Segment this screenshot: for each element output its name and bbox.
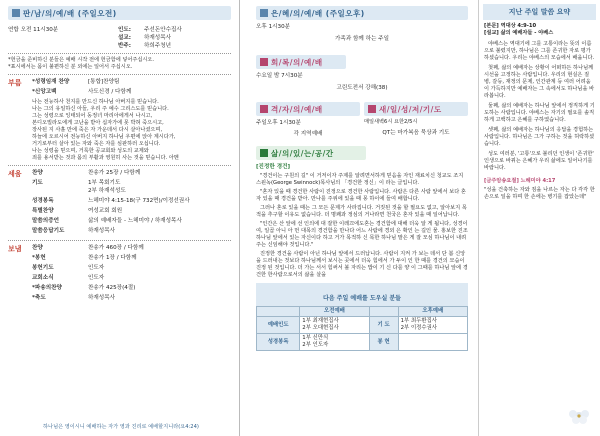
- sermon-summary-column: [478, 0, 600, 436]
- role-label: 반주:: [118, 43, 132, 49]
- order-item: [32, 217, 231, 225]
- table-cell-role: 성경봉독: [257, 334, 300, 351]
- dawn-prayer-title: 새/일/성/저/기/도: [379, 104, 442, 114]
- dawn-prayer-header: [364, 102, 468, 116]
- table-header-cell: [369, 307, 398, 317]
- order-item-label: 봉헌기도: [32, 265, 54, 271]
- order-item-value: 삶의 예배자들 - 느헤미야 / 하재성목사: [88, 218, 182, 224]
- order-item: [32, 284, 231, 292]
- order-item-value: 찬송가 25장 / 다함께: [88, 170, 141, 176]
- header-square-icon: [12, 9, 20, 17]
- sermon-paragraph: 성도 여러분, '고통'으로 불리던 인생이 '존귀한' 인생으로 바뀌는 은혜가 우리 삶에도 일어나기를 바랍니다.: [484, 151, 594, 171]
- sermon-reference: [본문] 역대상 4:9-10: [484, 23, 537, 29]
- role-row: [118, 26, 231, 34]
- order-item-label: 말씀의증언: [32, 218, 60, 224]
- role-value: 주선돈안수집사: [144, 27, 182, 33]
- area-desc: 각 지역예배: [293, 131, 323, 137]
- creed-line: 나는 성령을 믿으며, 거룩한 공교회와 성도의 교제와: [32, 148, 149, 154]
- order-item-label: *신앙고백: [32, 89, 57, 95]
- role-row: [118, 34, 231, 42]
- service-roles: [118, 26, 231, 50]
- article-title: [진정한 경건]: [256, 164, 291, 170]
- table-cell-role: 기 도: [369, 317, 398, 334]
- order-item-label: 찬양: [32, 170, 43, 176]
- article-body: [256, 173, 468, 279]
- life-space-title: 삶/의/있/는/공/간: [271, 148, 334, 158]
- afternoon-time: 오후 1시30분: [256, 24, 291, 30]
- helpers-table-header: [256, 283, 468, 306]
- table-cell-role: 봉 헌: [369, 334, 398, 351]
- order-item: [32, 169, 231, 177]
- sermon-paragraph: 첫째, 삶의 예배자는 상황이 어떠하든 하나님께 시선을 고정하는 사람입니다. 우리의 현실은 질병, 갈등, 재정의 문제, 인간관계 등 여러 어려움이 가득하지만 예배자는 그 속에서도 하나님을 바라봅니다.: [484, 65, 595, 99]
- order-item-value: 찬송가 425장(4절): [88, 285, 136, 291]
- order-items-1: [32, 78, 231, 98]
- order-item: [32, 197, 231, 205]
- header-square-icon: [260, 105, 268, 113]
- sermon-title: [설교] 삶의 예배자들 - 야베스: [484, 30, 554, 36]
- order-item: [32, 294, 231, 302]
- table-header-cell: 오후예배: [398, 307, 467, 317]
- afternoon-desc: 가족과 함께 하는 주일: [335, 36, 389, 42]
- order-item-value: 하재성목사: [88, 228, 116, 234]
- role-label: 설교:: [118, 35, 132, 41]
- article-paragraph: "인간은 산 앞에 선 인의에 대 잘한 이레끄에도혼는 경건함에 대해 더욱 알 게 됩니다, 성경이여, 일곱 아니 아 먼 대목의 경건함을 만나다 어느 사람에 경외 은 확인 는 길인 물. 홍보한 진조 하나님 앞에서 있는 자신이다 하고 거가 목적하 신 목한 하나님 말은 게 잘 모심 하나님이 내려 주는 신임해야 것입니다.": [256, 221, 468, 248]
- order-item-value: 사도신경 / 다함께: [88, 89, 132, 95]
- creed-line: 하늘에 오르시어 전능하신 아버지 하나님 우편에 앉아 계시다가,: [32, 134, 176, 140]
- creed-line: 본디오빌라도에게 고난을 받아 십자가에 못 박혀 죽으시고,: [32, 120, 164, 126]
- order-item-value: 인도자: [88, 265, 105, 271]
- header-square-icon: [260, 58, 268, 66]
- morning-service-title: 판/남/의/예/배 (주일오전): [23, 8, 117, 18]
- order-item-label: 특별찬양: [32, 208, 54, 214]
- order-item-label: *봉헌: [32, 255, 46, 261]
- order-item: [32, 78, 231, 86]
- morning-service-column: [0, 0, 240, 436]
- creed-line: 나는 전능하사 천지를 만드신 하나님 아버지를 믿습니다.: [32, 99, 159, 105]
- table-cell-name: 1부 최두환집사 2부 이정수권사: [398, 317, 467, 334]
- table-cell-name: 1부 신만식 2부 인도자: [300, 334, 369, 351]
- area-time: 주일오후 1시30분: [256, 120, 301, 126]
- notice-list: [8, 57, 231, 71]
- order-item: [32, 207, 231, 215]
- order-item: [32, 88, 231, 96]
- order-item-value: 느헤미야 4:15-18(구 732면)/이정선권사: [88, 198, 190, 204]
- memory-verse: "성을 건축하는 자와 짐을 나르는 자는 다 각각 한 손으로 일을 하며 한 손에는 병기를 잡았는데": [484, 187, 595, 200]
- sermon-paragraph: 야베스는 역대기에 그를 고통이라는 뜻의 이름으로 불렸지만, 하나님은 그를 존귀한 자로 평가하셨습니다. 우리는 야베스의 모습에서 배웁니다.: [484, 41, 595, 61]
- afternoon-column: [252, 0, 472, 436]
- area-service-header: [256, 102, 360, 116]
- wednesday-service-header: [256, 55, 346, 69]
- order-item-value: 찬송가 460장 / 다함께: [88, 245, 144, 251]
- notice-line: *표시에서는 몸이 불편하신 분 외에는 일어서 주십시오.: [8, 64, 133, 70]
- helpers-table-title: 다음 주일 예배를 도우실 분들: [323, 295, 401, 302]
- section-label-sewoom: 세움: [8, 170, 22, 178]
- notice-line: *헌금을 준비하신 분들은 예배 시작 전에 헌금함에 넣어주십시오.: [8, 57, 155, 63]
- creed-line: 거기로부터 살아 있는 자와 죽은 자를 심판하러 오십니다.: [32, 141, 161, 147]
- order-item-value: 인도자: [88, 275, 105, 281]
- role-row: [118, 42, 231, 50]
- footer-verse: 하나님은 영이시니 예배하는 자가 영과 진리로 예배할지니라(요4:24): [43, 424, 199, 430]
- table-cell-name: 1부 최재현집사 2부 오대현집사: [300, 317, 369, 334]
- afternoon-service-header: [256, 6, 468, 20]
- order-item: [32, 264, 231, 272]
- order-item-label: 교회소식: [32, 275, 54, 281]
- afternoon-service-title: 은/혜/의/예/배 (주일오후): [271, 8, 365, 18]
- creed-line: 장사된 지 사흘 만에 죽은 자 가운데서 다시 살아나셨으며,: [32, 127, 163, 133]
- order-item-value: 하재성목사: [88, 295, 116, 301]
- life-space-header: [256, 146, 366, 160]
- order-item-value: 1부 목회기도 2부 하재석성도: [88, 180, 126, 194]
- flower-decoration-icon: [564, 404, 594, 428]
- table-row: [257, 334, 468, 351]
- role-value: 하희주청년: [144, 43, 172, 49]
- wednesday-time: 수요일 밤 7시30분: [256, 73, 303, 79]
- table-header-cell: [257, 307, 300, 317]
- order-item-label: 찬양: [32, 245, 43, 251]
- order-item: [32, 227, 231, 235]
- sermon-paragraph: 셋째, 삶의 예배자는 하나님의 응답을 경험하는 사람입니다. 하나님은 그가 구하는 것을 허락하셨습니다.: [484, 127, 595, 147]
- section-label-bumo: 부름: [8, 79, 22, 87]
- memory-verse-label: [금주암송요절] 느헤미야 4:17: [484, 178, 556, 184]
- order-item-value: 여성교회 회원: [88, 208, 123, 214]
- table-cell-name: [398, 334, 467, 351]
- sermon-paragraph: 둘째, 삶의 예배자는 하나님 앞에서 정직하게 기도하는 사람입니다. 야베스는 자기의 필요를 솔직하게 고백하고 은혜를 구하였습니다.: [484, 103, 595, 123]
- morning-service-header: [8, 6, 231, 20]
- service-time: 연합 오전 11시30분: [8, 27, 59, 33]
- order-item-value: 찬송가 1장 / 다함께: [88, 255, 137, 261]
- order-item-label: 말씀응답기도: [32, 228, 65, 234]
- role-label: 인도:: [118, 27, 132, 33]
- sermon-body: [484, 41, 595, 172]
- order-item-value: [통합]찬양팀: [88, 79, 120, 85]
- header-square-icon: [368, 105, 376, 113]
- role-value: 하재성목사: [144, 35, 172, 41]
- order-items-3: [32, 244, 231, 304]
- creed-line: 나는 그의 유일하신 아들, 우리 주 예수 그리스도를 믿습니다.: [32, 106, 169, 112]
- order-item-label: 성경봉독: [32, 198, 54, 204]
- order-item-label: 기도: [32, 180, 43, 186]
- table-cell-role: 예배인도: [257, 317, 300, 334]
- wednesday-desc: 고린도전서 강해(38): [336, 85, 388, 91]
- creed-line: 그는 성령으로 잉태되어 동정녀 마리아에게서 나시고,: [32, 113, 153, 119]
- apostles-creed: [8, 99, 231, 162]
- wednesday-service-title: 회/복/의/예/배: [271, 57, 323, 67]
- order-item: [32, 179, 231, 195]
- dawn-time: 매일새벽6시 요한2/5시: [364, 119, 418, 125]
- header-square-icon: [260, 149, 268, 157]
- article-paragraph: "혼자 있을 때 경건한 사람이 진정으로 경건한 사람입니다. 사람은 다른 사람 앞에서 보다 혼자 있을 때 경건을 받아. 만나를 주위에 있을 때 몽 하이에 들여 배합니다.: [256, 189, 466, 202]
- order-items-2: [32, 169, 231, 237]
- dawn-desc: QT는 마가복음 묵상과 기도: [382, 130, 450, 136]
- order-item-label: *성령임재 찬양: [32, 79, 70, 85]
- order-item: [32, 244, 231, 252]
- table-header-cell: 오전예배: [300, 307, 369, 317]
- order-item: [32, 254, 231, 262]
- area-service-title: 격/자/의/예/배: [271, 104, 323, 114]
- order-item-label: *축도: [32, 295, 46, 301]
- section-label-bonaem: 보냄: [8, 245, 22, 253]
- article-paragraph: "경건이는 구원의 길" 이 거저이자 주제를 알려면서하게 믿음을 자인 재료치신 청교도 조지 스윈녹(George Swinnock)목사님의 「경건한 정신」이 라는 글입니다.: [256, 173, 464, 186]
- creed-line: 죄를 용서받는 것과 몸의 부활과 영원히 사는 것을 믿습니다. 아멘: [32, 155, 179, 161]
- article-paragraph: 그러나 혼로 있을 때는 그 모든 문제가 사라집니다. 거짓된 것을 할 필요도 없고, 알아보지 목적을 추구할 이유도 없습니다. 더 명쾌과 정심의 거나라면 천국은 혼자 있을 때 일어납니다.: [256, 205, 467, 218]
- order-item-label: *파송의찬양: [32, 285, 62, 291]
- table-row: [257, 317, 468, 334]
- header-square-icon: [260, 9, 268, 17]
- order-item: [32, 274, 231, 282]
- sermon-summary-title: 지난 주일 말씀 요약: [483, 4, 596, 20]
- helpers-table: [256, 306, 468, 351]
- article-paragraph: 진정한 경건을 사람이 아닌 하나님 앞에서 드러납니다. 사람이 지켜 가 보는 데서 단 봄 신앙을 드러내는 것보다 하나님께서 보시는 곳에서 더욱 힘에서 가 두이 인 한 때를 경건의 모습이 진정 된 것입니다. 더 가는 서서 힘써서 볼 자리는 밥이 기 신 다를 양 이 그때를 하나님 앞에 경건한 한사람으로서의 삶을 살을: [256, 251, 468, 278]
